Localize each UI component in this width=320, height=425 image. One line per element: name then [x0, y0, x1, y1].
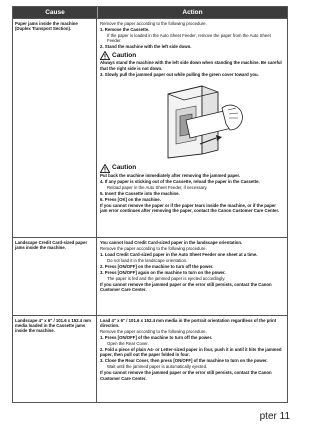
- action-cell: [97, 19, 287, 237]
- cause-header: Cause: [13, 7, 98, 18]
- step-text: 3. Slowly pull the jammed paper out while pulling the green cover toward you.: [100, 71, 259, 77]
- printer-illustration: [140, 80, 250, 162]
- step-text: 1. Remove the Cassette.: [100, 27, 150, 32]
- step-text: 2. Stand the machine with the left side down.: [100, 44, 192, 50]
- step-text: 1. Load Credit Card-sized paper in the Auto Sheet Feeder one sheet at a time.: [100, 252, 258, 257]
- action-text: Remove the paper according to the following procedure.: [100, 246, 207, 251]
- step-text: 3. Press [ON/OFF] again on the machine to turn on the power.: [100, 270, 226, 275]
- warning-icon: [100, 51, 110, 60]
- table-row: [13, 315, 287, 403]
- table-row: [13, 237, 287, 315]
- caution-text: Put back the machine immediately after removing the jammed paper.: [100, 172, 241, 178]
- caution-title: Caution: [112, 51, 137, 59]
- caution-text: Always stand the machine with the left side down when standing the machine. Be careful that the right side is not down.: [100, 60, 282, 71]
- action-header: Action: [182, 9, 203, 16]
- note-text: Do not load it in the landscape orientation.: [107, 258, 188, 263]
- table-header: [13, 7, 287, 18]
- note-text: Wait until the jammed paper is automatically ejected.: [107, 364, 208, 370]
- caution-heading: [100, 164, 284, 173]
- page-footer: pter 11: [259, 411, 290, 422]
- action-text: Load 4" x 6" / 101.6 x 152.4 mm media in the portrait orientation regardless of the print direction.: [100, 318, 277, 329]
- note-text: If the paper is loaded in the Auto Sheet Feeder, remove the paper from the Auto Sheet Feeder.: [107, 33, 271, 44]
- cause-cell: Paper jams inside the machine (Duplex Transport Section).: [13, 19, 97, 237]
- cause-cell: Landscape 4" x 6" / 101.6 x 152.4 mm media loaded in the Cassette jams inside the machine.: [13, 316, 97, 403]
- step-text: 1. Press [ON/OFF] of the machine to turn off the power.: [100, 335, 213, 341]
- action-cell: [97, 316, 287, 403]
- action-text: Remove the paper according to the following procedure.: [100, 21, 207, 26]
- step-text: 2. Fold a piece of plain A4- or Letter-sized paper in four, push it in until it hits the jammed paper, then pull out the paper folded in four.: [100, 347, 282, 358]
- warning-icon: [100, 164, 110, 173]
- caution-heading: [100, 51, 284, 60]
- step-text: 6. Press [OK] on the machine.: [100, 196, 161, 202]
- caution-title: Caution: [112, 164, 137, 172]
- action-text: Remove the paper according to the following procedure.: [100, 329, 207, 335]
- step-text: 4. If any paper is sticking out of the Cassette, reload the paper in the Cassette.: [100, 178, 260, 184]
- note-text: The paper is fed and the jammed paper is ejected accordingly.: [107, 276, 226, 281]
- cause-cell: Landscape Credit Card-sized paper jams inside the machine.: [13, 238, 97, 315]
- action-cell: [97, 238, 287, 315]
- note-text: If you cannot remove the jammed paper or the error still persists, contact the Canon Customer Care Center.: [100, 370, 272, 381]
- note-text: Open the Rear Cover.: [107, 341, 149, 347]
- table-row: [13, 18, 287, 237]
- note-text: If you cannot remove the jammed paper or the error still persists, contact the Canon Customer Care Center.: [100, 282, 272, 293]
- step-text: 5. Insert the Cassette into the machine.: [100, 190, 180, 196]
- note-text: If you cannot remove the paper or if the paper tears inside the machine, or if the paper jam error continues after removing the paper, contact the Canon Customer Care Center.: [100, 202, 280, 214]
- troubleshooting-table: [12, 6, 288, 403]
- note-text: Reload paper in the Auto Sheet Feeder, if necessary.: [107, 184, 208, 190]
- step-text: 2. Press [ON/OFF] on the machine to turn off the power.: [100, 264, 214, 269]
- step-text: 3. Close the Rear Cover, then press [ON/OFF] of the machine to turn on the power.: [100, 358, 268, 364]
- action-text: You cannot load Credit Card-sized paper in the landscape orientation.: [100, 240, 243, 245]
